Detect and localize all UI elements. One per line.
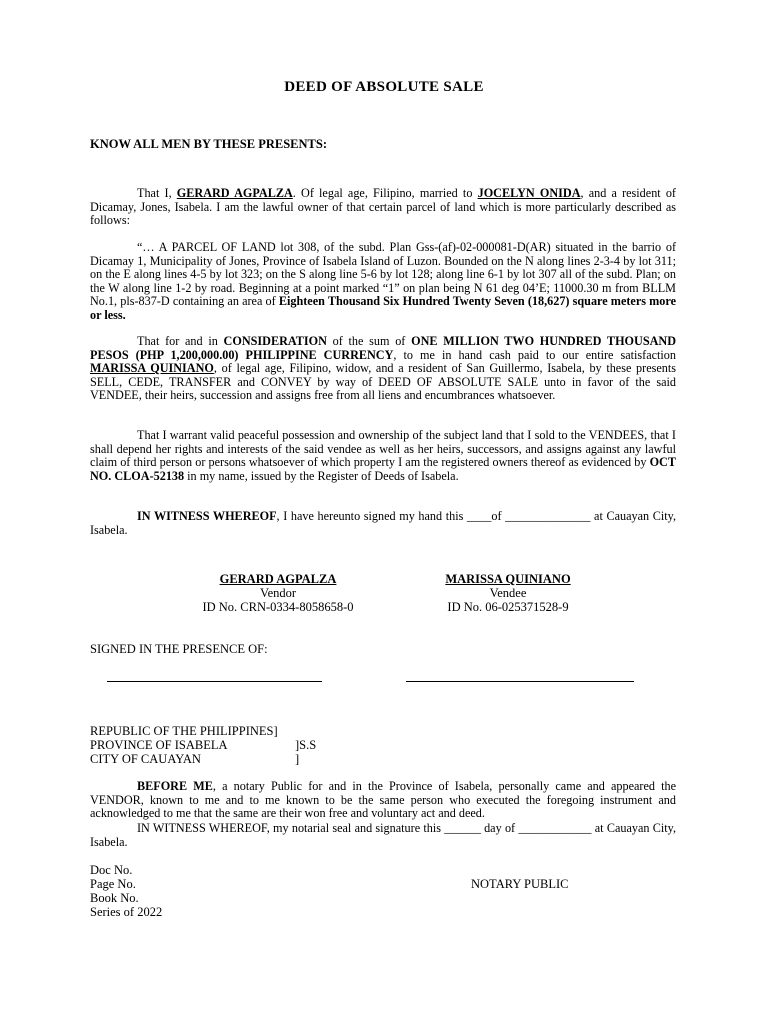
notary-public-label: NOTARY PUBLIC [471, 877, 569, 891]
vendee-role: Vendee [489, 586, 527, 600]
book-no: Book No. [90, 891, 139, 905]
vendor-name: GERARD AGPALZA [176, 186, 293, 200]
paragraph-land-description: “… A PARCEL OF LAND lot 308, of the subd. Plan Gss-(af)-02-000081-D(AR) situated in the barrio of Dicamay 1, Municipality of Jones, Province of Isabela Island of Luzon. Bounded on the N along lines 2-3-4 by lot 311; on the E along lines 4-5 by lot 323; on the S along line 5-6 by lot 128; along line 6-1 by lot 307 all of the subd. Plan; on the W along line 1-2 by road. Beginning at a point marked “1” on plan being N 61 deg 04’E; 11000.30 m from BLLM No.1, pls-837-D containing an area of Eighteen Thousand Six Hundred Twenty Seven (18,627) square meters more or less. [90, 240, 676, 322]
land-area: Eighteen Thousand Six Hundred Twenty Seven (18,627) square meters more or less. [90, 294, 676, 322]
preamble: KNOW ALL MEN BY THESE PRESENTS: [90, 137, 327, 151]
venue-block: REPUBLIC OF THE PHILIPPINES] PROVINCE OF ISABELA ]S.S CITY OF CAUAYAN ] [90, 724, 317, 766]
doc-no: Doc No. [90, 863, 133, 877]
notarial-witness-paragraph: IN WITNESS WHEREOF, my notarial seal and signature this ______ day of ____________ at Cauayan City, Isabela. [90, 821, 676, 849]
vendor-signature-name: GERARD AGPALZA [219, 572, 337, 586]
paragraph-witness: IN WITNESS WHEREOF, I have hereunto signed my hand this ____of ______________ at Cauayan City, Isabela. [90, 509, 676, 537]
paragraph-owner: That I, GERARD AGPALZA. Of legal age, Filipino, married to JOCELYN ONIDA, and a resident of Dicamay, Jones, Isabela. I am the lawful owner of that certain parcel of land which is more particularly described as follows: [90, 186, 676, 228]
spouse-name: JOCELYN ONIDA [477, 186, 581, 200]
vendee-id: ID No. 06-025371528-9 [447, 600, 569, 614]
witness-signature-line [107, 681, 322, 682]
oct-number: OCT NO. CLOA-52138 [90, 455, 676, 483]
acknowledgment-paragraph: BEFORE ME, a notary Public for and in the Province of Isabela, personally came and appeared the VENDOR, known to me and to me known to be the same person who executed the foregoing instrument and acknowledged to me that the same are their won free and voluntary act and deed. [90, 779, 677, 821]
page-no: Page No. [90, 877, 136, 891]
vendor-id: ID No. CRN-0334-8058658-0 [202, 600, 354, 614]
vendee-signature-name: MARISSA QUINIANO [445, 572, 571, 586]
sale-amount: ONE MILLION TWO HUNDRED THOUSAND PESOS (PHP 1,200,000.00) PHILIPPINE CURRENCY [90, 334, 677, 362]
vendor-signature-block [168, 572, 388, 614]
vendee-name: MARISSA QUINIANO [90, 361, 214, 376]
paragraph-warranty: That I warrant valid peaceful possession and ownership of the subject land that I sold to the VENDEES, that I shall depend her rights and interests of the said vendee as well as her heirs, successors, and assigns against any lawful claim of third person or persons whatsoever of which property I am the registered owners thereof as evidenced by OCT NO. CLOA-52138 in my name, issued by the Register of Deeds of Isabela. [90, 428, 676, 483]
notary-details [90, 863, 162, 919]
document-title: DEED OF ABSOLUTE SALE [284, 79, 484, 95]
vendee-signature-block [398, 572, 618, 614]
vendor-role: Vendor [259, 586, 297, 600]
witness-signature-line [406, 681, 634, 682]
signed-in-presence-label: SIGNED IN THE PRESENCE OF: [90, 642, 268, 656]
paragraph-consideration: That for and in CONSIDERATION of the sum of ONE MILLION TWO HUNDRED THOUSAND PESOS (PHP 1,200,000.00) PHILIPPINE CURRENCY, to me in hand cash paid to our entire satisfaction MARISSA QUINIANO, of legal age, Filipino, widow, and a resident of San Guillermo, Isabela, by these presents SELL, CEDE, TRANSFER and CONVEY by way of DEED OF ABSOLUTE SALE unto in favor of the said VENDEE, their heirs, succession and assigns free from all liens and encumbrances whatsoever. [90, 334, 677, 403]
series: Series of 2022 [90, 905, 163, 919]
